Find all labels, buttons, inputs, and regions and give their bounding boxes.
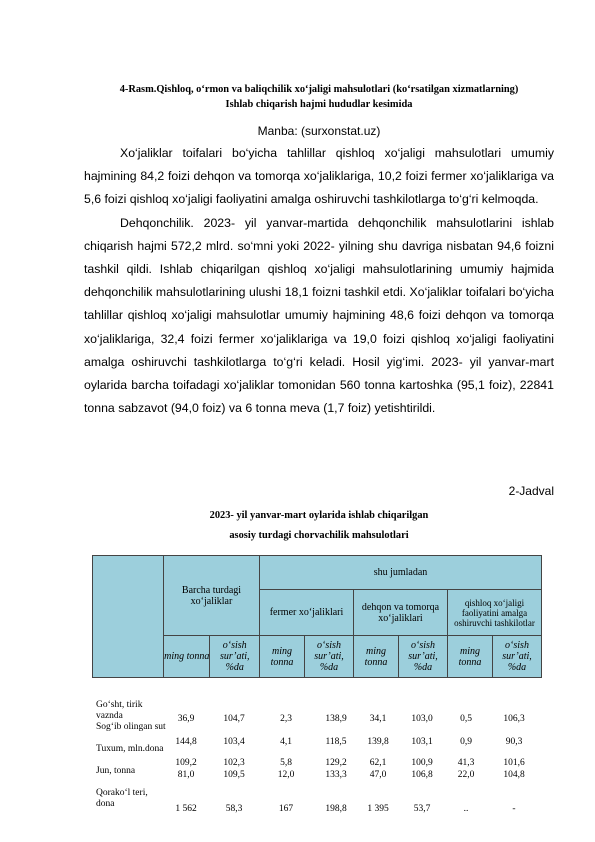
table-cell: 167 bbox=[278, 804, 294, 814]
table-cell: 62,1 bbox=[369, 758, 387, 768]
table-cell: 103,0 bbox=[411, 714, 433, 724]
table-cell: 2,3 bbox=[280, 714, 292, 724]
header-organizations: qishloq xo‘jaligi faoliyatini amalga oshiruvchi tashkilotlar bbox=[448, 590, 542, 636]
table-cell: 22,0 bbox=[457, 770, 475, 780]
table-cell: 103,1 bbox=[411, 737, 433, 747]
figure-caption-line1: 4-Rasm.Qishloq, o‘rmon va baliqchilik xo‘jaligi mahsulotlari (ko‘rsatilgan xizmatlarning) bbox=[119, 84, 519, 95]
table-title-line1: 2023- yil yanvar-mart oylarida ishlab chiqarilgan bbox=[209, 510, 429, 521]
table-cell: 138,9 bbox=[325, 714, 347, 724]
table-cell: .. bbox=[463, 804, 469, 814]
table-cell: 58,3 bbox=[225, 804, 243, 814]
header-fermer: fermer xo‘jaliklari bbox=[260, 590, 354, 636]
row-label: Qorako‘l teri, dona bbox=[96, 788, 148, 809]
paragraph-2: Dehqonchilik. 2023- yil yanvar-martida dehqonchilik mahsulotlarini ishlab chiqarish hajmi 572,2 mlrd. so‘mni yoki 2022- yilning shu davriga nisbatan 94,6 foizni tashkil qildi. Ishlab chiqarilgan qishloq xo‘jaligi mahsulotlarining umumiy hajmida dehqonchilik mahsulotlarining ulushi 18,1 foizni tashkil etdi. Xo‘jaliklar toifalari bo‘yicha tahlillar qishloq xo‘jaligi mahsulotlar umumiy hajmining 48,6 foizi dehqon va tomorqa xo‘jaliklariga, 32,4 foizi fermer xo‘jaliklariga va 19,0 foizi qishloq xo‘jaligi faoliyatini amalga oshiruvchi tashkilotlarga to‘g‘ri keladi. Hosil yig‘imi. 2023- yil yanvar-mart oylarida barcha toifadagi xo‘jaliklar tomonidan 560 tonna kartoshka (95,1 foiz), 22841 tonna sabzavot (94,0 foiz) va 6 tonna meva (1,7 foiz) yetishtirildi. bbox=[84, 215, 554, 416]
table-cell: 1 562 bbox=[175, 804, 197, 814]
table-cell: 0,5 bbox=[460, 714, 472, 724]
subheader-ming-tonna: ming tonna bbox=[448, 636, 493, 678]
subheader-ming-tonna: ming tonna bbox=[164, 636, 210, 678]
table-header bbox=[92, 555, 542, 678]
table-cell: 109,2 bbox=[175, 758, 197, 768]
header-including: shu jumladan bbox=[260, 556, 542, 590]
row-label: Go‘sht, tirik vaznda bbox=[96, 700, 143, 721]
figure-source: Manba: (surxonstat.uz) bbox=[257, 124, 381, 138]
table-cell: 102,3 bbox=[223, 758, 245, 768]
subheader-osish: o‘sish sur’ati, %da bbox=[305, 636, 354, 678]
table-cell: 198,8 bbox=[325, 804, 347, 814]
figure-caption-line2: Ishlab chiqarish hajmi hududlar kesimida bbox=[225, 99, 413, 110]
table-cell: 133,3 bbox=[325, 770, 347, 780]
table-cell: 104,8 bbox=[503, 770, 525, 780]
row-label: Tuxum, mln.dona bbox=[96, 744, 164, 754]
table-cell: 34,1 bbox=[369, 714, 387, 724]
subheader-osish: o‘sish sur’ati, %da bbox=[493, 636, 542, 678]
table-cell: 0,9 bbox=[460, 737, 472, 747]
paragraph-1: Xo‘jaliklar toifalari bo‘yicha tahlillar qishloq xo‘jaligi mahsulotlari umumiy hajmining 84,2 foizi dehqon va tomorqa xo‘jaliklariga, 10,2 foizi fermer xo‘jaliklariga va 5,6 foizi qishloq xo‘jaligi faoliyatini amalga oshiruvchi tashkilotlarga to‘g‘ri kelmoqda. bbox=[84, 146, 554, 207]
table-cell: 47,0 bbox=[369, 770, 387, 780]
table-cell: 106,3 bbox=[503, 714, 525, 724]
table-cell: 103,4 bbox=[223, 737, 245, 747]
table-cell: 101,6 bbox=[503, 758, 525, 768]
table-cell: 12,0 bbox=[277, 770, 295, 780]
subheader-osish: o‘sish sur’ati, %da bbox=[399, 636, 448, 678]
table-title-line2: asosiy turdagi chorvachilik mahsulotlari bbox=[229, 530, 409, 541]
row-label: Jun, tonna bbox=[96, 766, 136, 776]
header-dehqon: dehqon va tomorqa xo‘jaliklari bbox=[354, 590, 448, 636]
table-cell: 81,0 bbox=[177, 770, 195, 780]
table-cell: 41,3 bbox=[457, 758, 475, 768]
table-cell: 109,5 bbox=[223, 770, 245, 780]
table-cell: 129,2 bbox=[325, 758, 347, 768]
table-cell: 106,8 bbox=[411, 770, 433, 780]
table-cell: 36,9 bbox=[177, 714, 195, 724]
header-all-farms: Barcha turdagi xo‘jaliklar bbox=[164, 556, 260, 636]
table-cell: 4,1 bbox=[280, 737, 292, 747]
subheader-osish: o‘sish sur’ati, %da bbox=[210, 636, 260, 678]
body-text bbox=[84, 142, 554, 420]
row-label: Sog‘ib olingan sut bbox=[96, 722, 166, 732]
subheader-ming-tonna: ming tonna bbox=[354, 636, 399, 678]
table-cell: 100,9 bbox=[411, 758, 433, 768]
table-title bbox=[84, 506, 554, 546]
subheader-ming-tonna: ming tonna bbox=[260, 636, 305, 678]
table-cell: 90,3 bbox=[505, 737, 523, 747]
table-cell: 53,7 bbox=[413, 804, 431, 814]
table-cell: 104,7 bbox=[223, 714, 245, 724]
table-cell: 118,5 bbox=[325, 737, 347, 747]
table-cell: 1 395 bbox=[367, 804, 389, 814]
table-cell: 144,8 bbox=[175, 737, 197, 747]
table-number: 2-Jadval bbox=[508, 484, 554, 498]
figure-caption bbox=[84, 82, 554, 112]
table-cell: 5,8 bbox=[280, 758, 292, 768]
table-cell: 139,8 bbox=[367, 737, 389, 747]
header-corner bbox=[93, 556, 164, 678]
table-cell: - bbox=[512, 804, 516, 814]
